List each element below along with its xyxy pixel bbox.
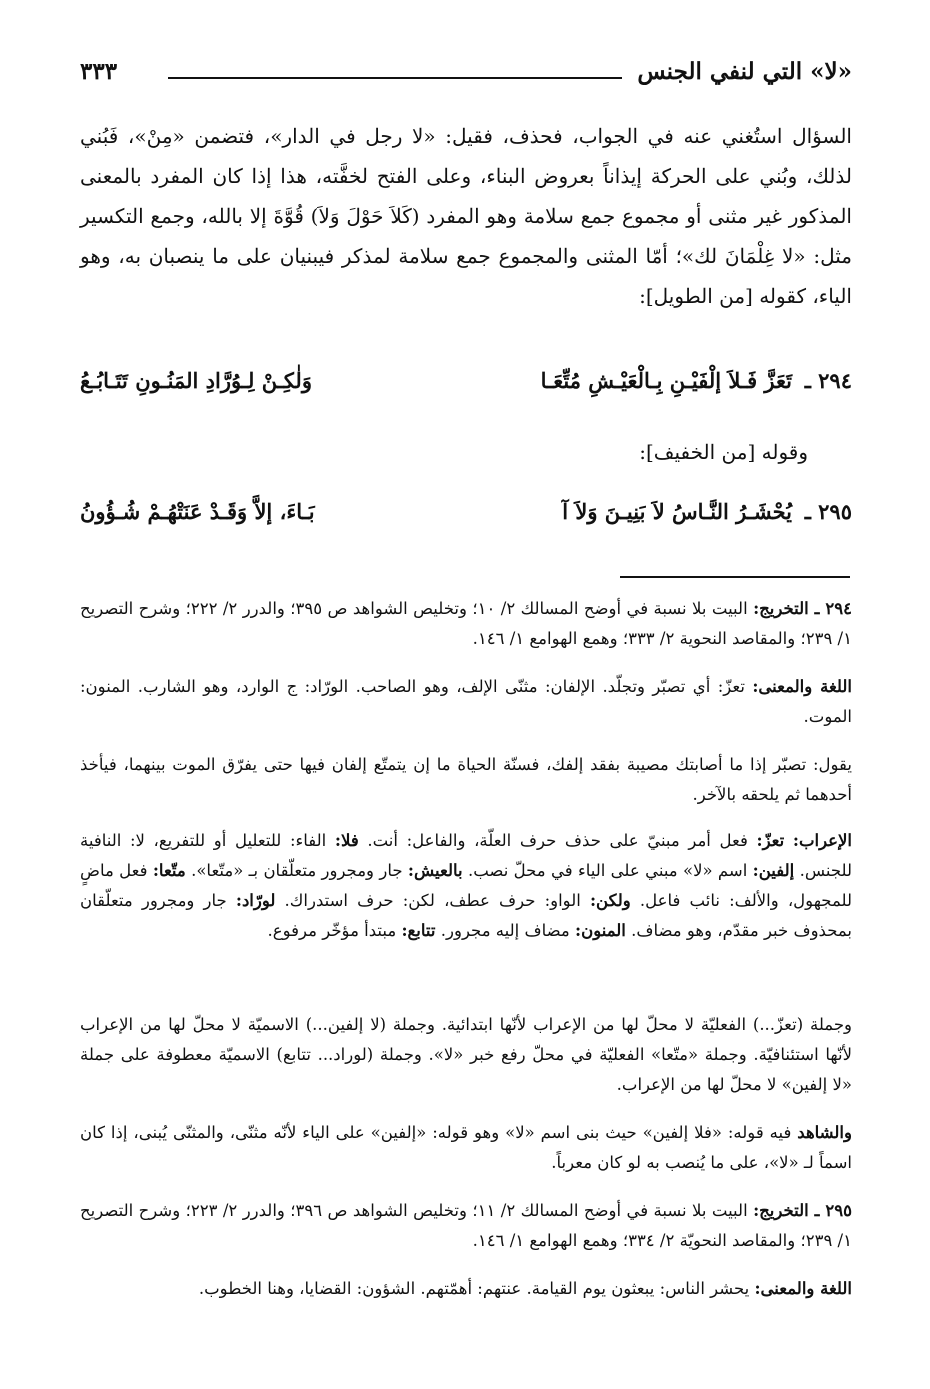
- footnote-label: والشاهد: [797, 1123, 852, 1142]
- footnote-text: وجملة (تعزّ...) الفعليّة لا محلّ لها من الإعراب لأنّها ابتدائية. وجملة (لا إلفين...) الاسميّة لا محلّ لها من الإعراب لأنّها استئنافيّة. وجملة «متّعا» الفعليّة في محلّ رفع خبر «لا». وجملة (لوراد... تتابع) الاسميّة معطوفة على جملة «لا إلفين» لا محلّ لها من الإعراب.: [80, 1015, 852, 1094]
- footnote-295-lugha: [80, 1274, 852, 1304]
- irab-explanation: الواو: حرف عطف، لكن: حرف استدراك.: [275, 891, 590, 910]
- footnote-294-lugha: [80, 672, 852, 732]
- verse-294: [80, 362, 852, 406]
- verse-number: ٢٩٤ ـ: [804, 368, 852, 393]
- footnote-text: فيه قوله: «فلا إلفين» حيث بنى اسم «لا» وهو قوله: «إلفين» على الياء لأنّه مثنّى، والمثنّى يُبنى، إذا كان اسماً لـ «لا»، على ما يُنصب به لو كان معرباً.: [80, 1123, 852, 1172]
- header-rule: [168, 77, 622, 79]
- irab-term: تعزّ:: [756, 831, 785, 850]
- irab-term: ولكن:: [589, 891, 631, 910]
- header-title: «لا» التي لنفي الجنس: [637, 58, 852, 85]
- footnote-text: يقول: تصبّر إذا ما أصابتك مصيبة بفقد إلفك، فسنّة الحياة ما إن يتمتّع إلفان فيها حتى يفرّق الموت بينهما، فيأخذ أحدهما ثم يلحقه بالآخر.: [80, 755, 852, 804]
- verse-second-hemistich: بَـاءَ، إلاَّ وَقَـدْ عَنَتْهُـمْ شُـؤُونُ: [80, 499, 315, 524]
- verse-number: ٢٩٥ ـ: [804, 499, 852, 524]
- irab-explanation: مبتدأ مؤخّر مرفوع.: [267, 921, 402, 940]
- footnote-text: يحشر الناس: يبعثون يوم القيامة. عنتهم: أهمّتهم. الشؤون: القضايا، وهنا الخطوب.: [198, 1279, 755, 1298]
- irab-term: متّعا:: [152, 861, 186, 880]
- running-header: [80, 58, 852, 92]
- verse-second-hemistich: وَلٰكِـنْ لِـوُرَّادِ المَنُـونِ تَتَـابُـعُ: [80, 368, 312, 393]
- irab-explanation: الفاء: للتعليل أو للتفريع، لا: النافية للجنس.: [80, 831, 852, 880]
- verse-intro: وقوله [من الخفيف]:: [639, 440, 808, 464]
- irab-text: [80, 831, 852, 940]
- irab-term: لورّاد:: [235, 891, 276, 910]
- footnote-294-irab: [80, 826, 852, 946]
- footnote-separator: [620, 576, 850, 578]
- verse-first-hemistich: يُحْشَـرُ النَّـاسُ لاَ بَنِيـنَ وَلاَ آ: [562, 499, 792, 524]
- irab-explanation: مضاف إليه مجرور.: [435, 921, 575, 940]
- footnote-label: اللغة والمعنى:: [754, 1279, 852, 1298]
- irab-explanation: فعل ماضٍ للمجهول، والألف: نائب فاعل.: [80, 861, 852, 910]
- footnote-294-jumla: [80, 1010, 852, 1100]
- irab-explanation: فعل أمر مبنيّ على حذف حرف العلّة، والفاعل: أنت.: [358, 831, 757, 850]
- page-number: ٣٣٣: [80, 58, 118, 85]
- main-paragraph: السؤال استُغني عنه في الجواب، فحذف، فقيل: «لا رجل في الدار»، فتضمن «مِنْ»، فَبُني لذلك، وبُني على الحركة إيذاناً بعروض البناء، وعلى الفتح لخفَّته، هذا إذا كان المفرد بالمعنى المذكور غير مثنى أو مجموع جمع سلامة وهو المفرد (كَلاَ حَوْلَ وَلاَ) قُوَّةَ إلا بالله، وجمع التكسير مثل: «لا غِلْمَانَ لك»؛ أمّا المثنى والمجموع جمع سلامة لمذكر فيبنيان على ما ينصبان به، وهو الياء، كقوله [من الطويل]:: [80, 124, 852, 308]
- footnote-text: البيت بلا نسبة في أوضح المسالك ٢/ ١٠؛ وتخليص الشواهد ص ٣٩٥؛ والدرر ٢/ ٢٢٢؛ وشرح التصريح ١/ ٢٣٩؛ والمقاصد النحوية ٢/ ٣٣٣؛ وهمع الهوامع ١/ ١٤٦.: [80, 599, 852, 648]
- irab-explanation: اسم «لا» مبني على الياء في محلّ نصب.: [462, 861, 753, 880]
- irab-explanation: جار ومجرور متعلّقان بمحذوف خبر مقدّم، وهو مضاف.: [80, 891, 852, 940]
- main-text: [80, 116, 852, 316]
- irab-term: فلا:: [334, 831, 359, 850]
- irab-explanation: [784, 831, 793, 850]
- verse-first-hemistich: تَعَزَّ فَـلاَ إلْفَيْـنِ بِـالْعَيْـشِ مُتِّعَـا: [540, 368, 792, 393]
- irab-term: بالعيش:: [407, 861, 463, 880]
- footnote-label: الإعراب:: [792, 831, 853, 850]
- verse-295: [80, 493, 852, 537]
- footnote-text: تعزّ: أي تصبّر وتجلّد. الإلفان: مثنّى الإلف، وهو الصاحب. الورّاد: ج الوارد، وهو الشارب. المنون: الموت.: [80, 677, 852, 726]
- footnote-294-shahid: [80, 1118, 852, 1178]
- irab-explanation: جار ومجرور متعلّقان بـ «متّعا».: [185, 861, 408, 880]
- footnote-text: البيت بلا نسبة في أوضح المسالك ٢/ ١١؛ وتخليص الشواهد ص ٣٩٦؛ والدرر ٢/ ٢٢٣؛ وشرح التصريح ١/ ٢٣٩؛ والمقاصد النحويّة ٢/ ٣٣٤؛ وهمع الهوامع ١/ ١٤٦.: [80, 1201, 852, 1250]
- footnote-294-yaqul: [80, 750, 852, 810]
- footnote-label: ٢٩٥ ـ التخريج:: [753, 1201, 852, 1220]
- footnote-295-takhrij: [80, 1196, 852, 1256]
- irab-term: إلفين:: [752, 861, 795, 880]
- footnote-294-takhrij: [80, 594, 852, 654]
- footnote-label: ٢٩٤ ـ التخريج:: [753, 599, 852, 618]
- irab-term: تتابع:: [401, 921, 436, 940]
- footnote-label: اللغة والمعنى:: [752, 677, 852, 696]
- irab-term: المنون:: [574, 921, 626, 940]
